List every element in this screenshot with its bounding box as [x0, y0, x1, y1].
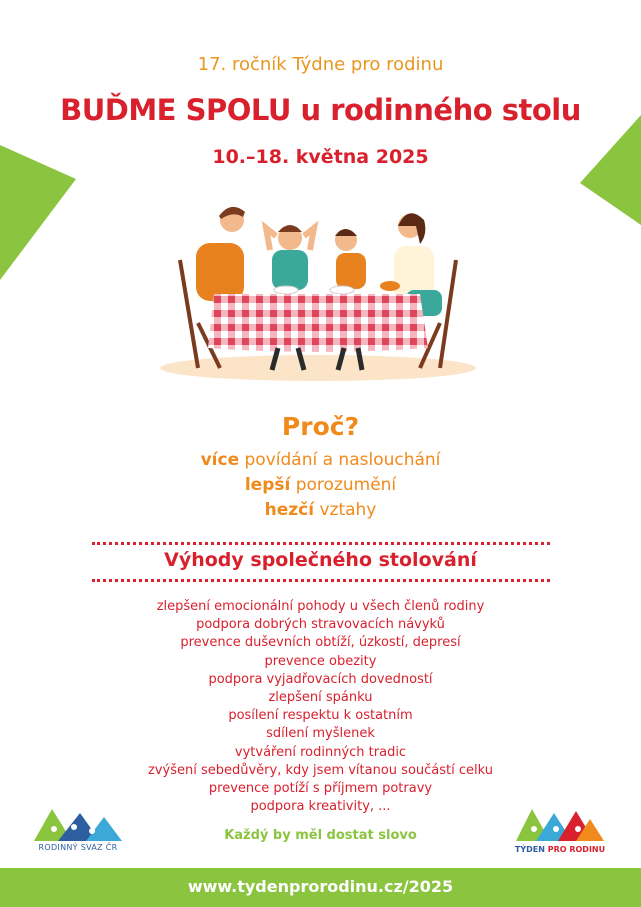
list-item: vytváření rodinných tradic	[234, 744, 407, 760]
why-line-1	[0, 450, 641, 470]
list-item: posílení respektu k ostatním	[228, 708, 413, 724]
logo-right-label-b: PRO RODINU	[547, 845, 606, 854]
tyden-pro-rodinu-logo	[514, 805, 606, 847]
logo-right-label	[510, 845, 610, 854]
why-line-bold: lepší	[244, 475, 291, 495]
event-subtitle: 17. ročník Týdne pro rodinu	[197, 54, 444, 75]
benefits-list	[0, 598, 641, 816]
why-line-bold: hezčí	[264, 500, 315, 520]
list-item: zlepšení spánku	[268, 690, 373, 706]
benefits-heading: Výhody společného stolování	[164, 549, 477, 571]
list-item: prevence duševních obtíží, úzkostí, depresí	[180, 635, 461, 651]
website-link[interactable]: www.tydenprorodinu.cz/2025	[187, 877, 454, 896]
dotted-divider-top	[92, 542, 550, 545]
list-item: podpora dobrých stravovacích návyků	[196, 617, 445, 633]
event-dates: 10.–18. května 2025	[212, 146, 429, 168]
why-line-2	[0, 475, 641, 495]
list-item: podpora kreativity, ...	[250, 799, 391, 815]
list-item: zvýšení sebedůvěry, kdy jsem vítanou součástí celku	[147, 762, 493, 778]
why-line-text: porozumění	[290, 475, 397, 495]
list-item: podpora vyjadřovacích dovedností	[208, 671, 433, 687]
dotted-divider-bottom	[92, 579, 550, 582]
list-item: zlepšení emocionální pohody u všech členů rodiny	[156, 599, 485, 614]
why-line-bold: více	[200, 450, 240, 470]
why-heading: Proč?	[281, 412, 360, 441]
logo-right-label-a: TÝDEN	[514, 845, 545, 854]
list-item: prevence obezity	[264, 653, 377, 669]
page-title: BUĎME SPOLU u rodinného stolu	[60, 93, 581, 127]
right-corner-triangle	[580, 115, 641, 225]
family-dinner-illustration	[158, 198, 478, 384]
why-line-3	[0, 500, 641, 520]
why-line-text: vztahy	[314, 500, 377, 520]
list-item: sdílení myšlenek	[266, 726, 375, 742]
list-item: prevence potíží s příjmem potravy	[208, 781, 433, 797]
why-line-text: povídání a naslouchání	[239, 450, 441, 470]
footer-note: Každý by měl dostat slovo	[224, 828, 417, 843]
logo-left-label: RODINNÝ SVAZ ČR	[38, 843, 118, 852]
